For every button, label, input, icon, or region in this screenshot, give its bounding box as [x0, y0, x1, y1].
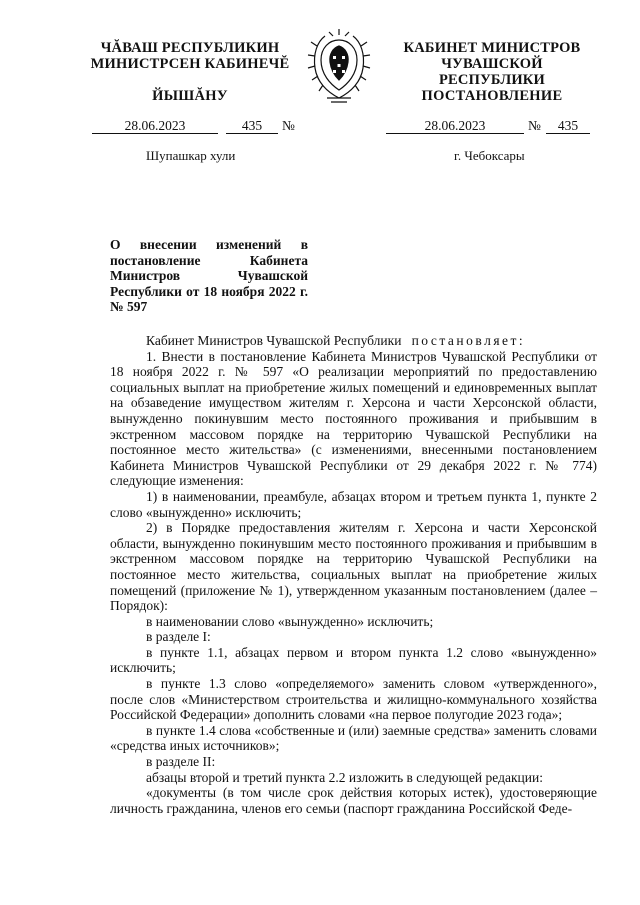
header-left [70, 40, 310, 72]
header-right [392, 40, 592, 88]
right-place: г. Чебоксары [454, 148, 525, 163]
left-date: 28.06.2023 [124, 118, 186, 133]
document-title: О внесении изменений в постановление Кабинета Министров Чувашской Республики от 18 ноября 2022 г. № 597 [110, 237, 308, 314]
header-left-line1: ЧĂВАШ РЕСПУБЛИКИН [100, 40, 280, 56]
right-date-field [386, 118, 524, 134]
right-date: 28.06.2023 [424, 118, 486, 133]
right-number-field [546, 118, 590, 134]
body-paragraph-6: в пункте 1.1, абзацах первом и втором пункта 1.2 слово «вынужденно» исключить; [110, 644, 597, 676]
body-paragraph-7: в пункте 1.3 слово «определяемого» заменить словом «утвержденного», после слов «Министерством строительства и жилищно-коммунального хозяйства Российской Федерации» дополнить словами «на первое полугодие 2023 года»; [110, 676, 597, 723]
header-right-line1: КАБИНЕТ МИНИСТРОВ [403, 40, 581, 56]
body-paragraph-9: в разделе II: [146, 754, 216, 770]
header-left-line2: МИНИСТРСЕН КАБИНЕЧĔ [90, 56, 290, 72]
body-lead: Кабинет Министров Чувашской Республики [146, 333, 402, 348]
header-right-line2: ЧУВАШСКОЙ РЕСПУБЛИКИ [438, 56, 546, 88]
left-date-field [92, 118, 218, 134]
left-number-field [226, 118, 278, 134]
body-paragraph-8: в пункте 1.4 слова «собственные и (или) заемные средства» заменить словами «средства иных источников»; [110, 722, 597, 754]
body-paragraph-4: в наименовании слово «вынужденно» исключить; [146, 613, 434, 629]
body-spaced-verb: постановляет: [411, 333, 526, 348]
right-number: 435 [557, 118, 579, 133]
left-number-sign: № [282, 118, 295, 133]
right-number-sign: № [528, 118, 541, 133]
header-left-doc-type: ЙЫШĂНУ [152, 88, 228, 104]
body-paragraph-1: 1. Внести в постановление Кабинета Министров Чувашской Республики от 18 ноября 2022 г. № 597 «О реализации мероприятий по предоставлению социальных выплат на приобретение жилых помещений и единовременных выплат на обзаведение имуществом жителям г. Херсона и части Херсонской области, вынужденно покинувшим место постоянного проживания и прибывшим в экстренном массовом порядке на территорию Чувашской Республики на постоянное место жительства» (с изменениями, внесенными постановлением Кабинета Министров Чувашской Республики от 29 декабря 2022 г. № 774) следующие изменения: [110, 348, 597, 489]
body-paragraph-11: «документы (в том числе срок действия которых истек), удостоверяющие личность гражданина, членов его семьи (паспорт гражданина Российской Феде- [110, 785, 597, 816]
body-paragraph-5: в разделе I: [146, 629, 211, 645]
coat-of-arms-icon [303, 26, 375, 104]
body-paragraph-3: 2) в Порядке предоставления жителям г. Херсона и части Херсонской области, вынужденно покинувшим место постоянного проживания и прибывшим в экстренном массовом порядке на территорию Чувашской Республики на постоянное место жительства, социальных выплат на приобретение жилых помещений (приложение № 1), утвержденном указанным постановлением (далее – Порядок): [110, 520, 597, 614]
header-right-doc-type: ПОСТАНОВЛЕНИЕ [421, 88, 563, 104]
body-paragraph-10: абзацы второй и третий пункта 2.2 изложить в следующей редакции: [146, 769, 543, 785]
document-body [110, 333, 597, 816]
left-number: 435 [241, 118, 263, 133]
body-paragraph-2: 1) в наименовании, преамбуле, абзацах втором и третьем пункта 1, пункте 2 слово «вынужденно» исключить; [110, 488, 597, 520]
body-paragraph-0 [110, 333, 597, 349]
left-place: Шупашкар хули [146, 148, 236, 163]
